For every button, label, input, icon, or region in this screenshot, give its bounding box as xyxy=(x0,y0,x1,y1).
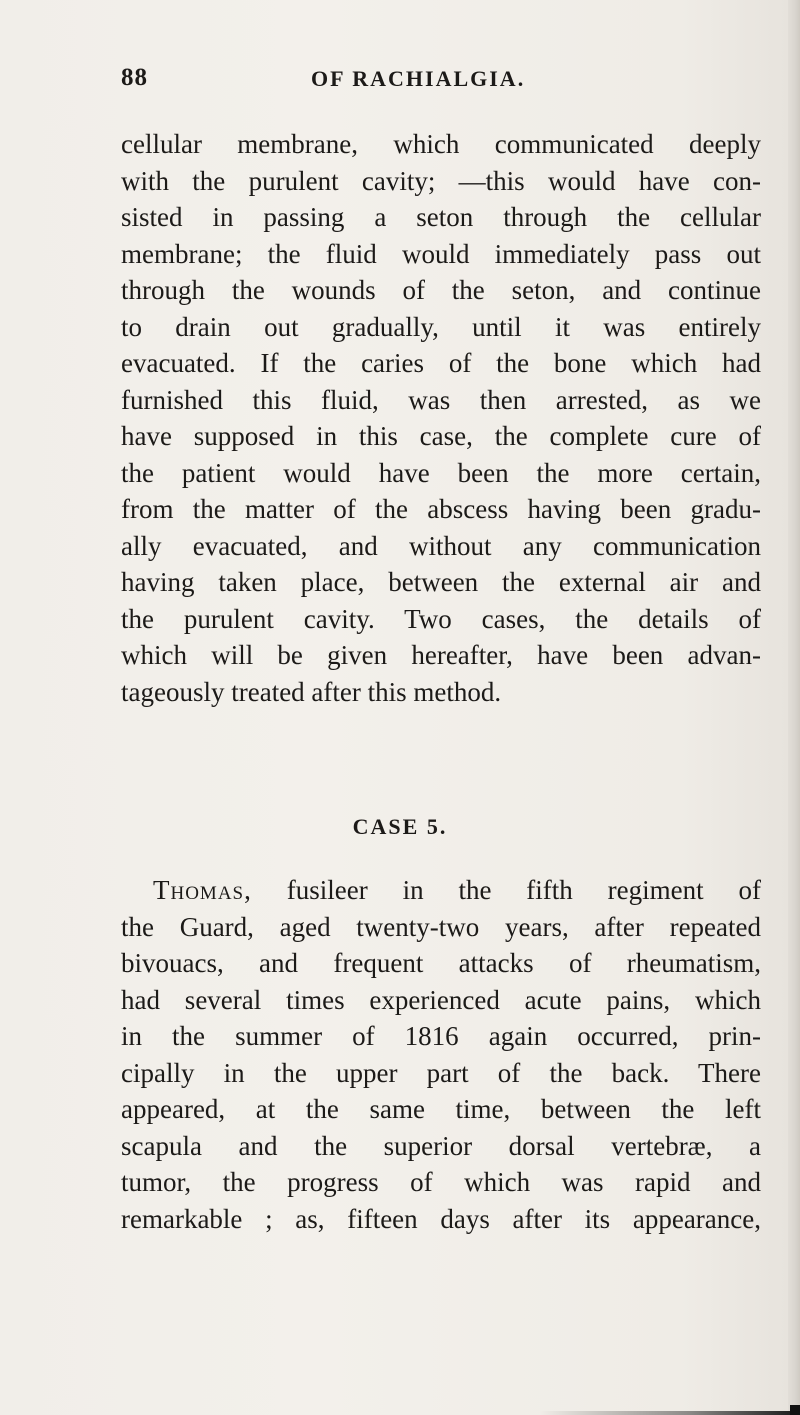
text-line: remarkable ; as, fifteen days after its appearance, xyxy=(121,1203,761,1234)
text-line: having taken place, between the external air and xyxy=(121,567,761,597)
text-line: tageously treated after this method. xyxy=(121,676,502,707)
text-line: sisted in passing a seton through the cellular xyxy=(121,202,761,232)
text-line: cipally in the upper part of the back. There xyxy=(121,1057,761,1088)
text-line: to drain out gradually, until it was entirely xyxy=(121,311,761,342)
text-line: ally evacuated, and without any communication xyxy=(121,530,761,561)
text-line: have supposed in this case, the complete cure of xyxy=(121,421,761,451)
page-edge-shadow xyxy=(788,0,800,1415)
text-line: evacuated. If the caries of the bone which had xyxy=(121,348,761,378)
corner-marker xyxy=(790,1405,800,1415)
page-number: 88 xyxy=(121,64,148,91)
text-line: the patient would have been the more certain, xyxy=(121,457,761,488)
text-line: appeared, at the same time, between the left xyxy=(121,1094,761,1124)
text-line: bivouacs, and frequent attacks of rheumatism, xyxy=(121,948,761,978)
text-line: the purulent cavity. Two cases, the details of xyxy=(121,603,761,634)
text-line: in the summer of 1816 again occurred, prin- xyxy=(121,1021,761,1051)
text-line: cellular membrane, which communicated deeply xyxy=(121,129,761,159)
text-line-first xyxy=(121,872,761,909)
first-line-rest: fusileer in the fifth regiment of xyxy=(251,875,761,905)
paragraph-continuation xyxy=(121,126,761,710)
case-paragraph xyxy=(121,872,761,1237)
text-line: membrane; the fluid would immediately pass out xyxy=(121,238,761,269)
text-line: scapula and the superior dorsal vertebræ, a xyxy=(121,1130,761,1161)
text-line: through the wounds of the seton, and continue xyxy=(121,275,761,305)
text-line: the Guard, aged twenty-two years, after repeated xyxy=(121,911,761,942)
case-lead-word: Thomas, xyxy=(153,875,252,905)
text-line: which will be given hereafter, have been advan- xyxy=(121,640,761,670)
text-line: had several times experienced acute pains, which xyxy=(121,984,761,1015)
text-line: tumor, the progress of which was rapid and xyxy=(121,1167,761,1197)
text-line: furnished this fluid, was then arrested, as we xyxy=(121,384,761,415)
running-head: OF RACHIALGIA. xyxy=(311,66,526,91)
bottom-edge-mark xyxy=(540,1411,790,1415)
page-header xyxy=(121,64,761,104)
text-line: from the matter of the abscess having been gradu- xyxy=(121,494,761,524)
case-heading: CASE 5. xyxy=(352,814,448,839)
text-line: with the purulent cavity; —this would have con- xyxy=(121,165,761,196)
